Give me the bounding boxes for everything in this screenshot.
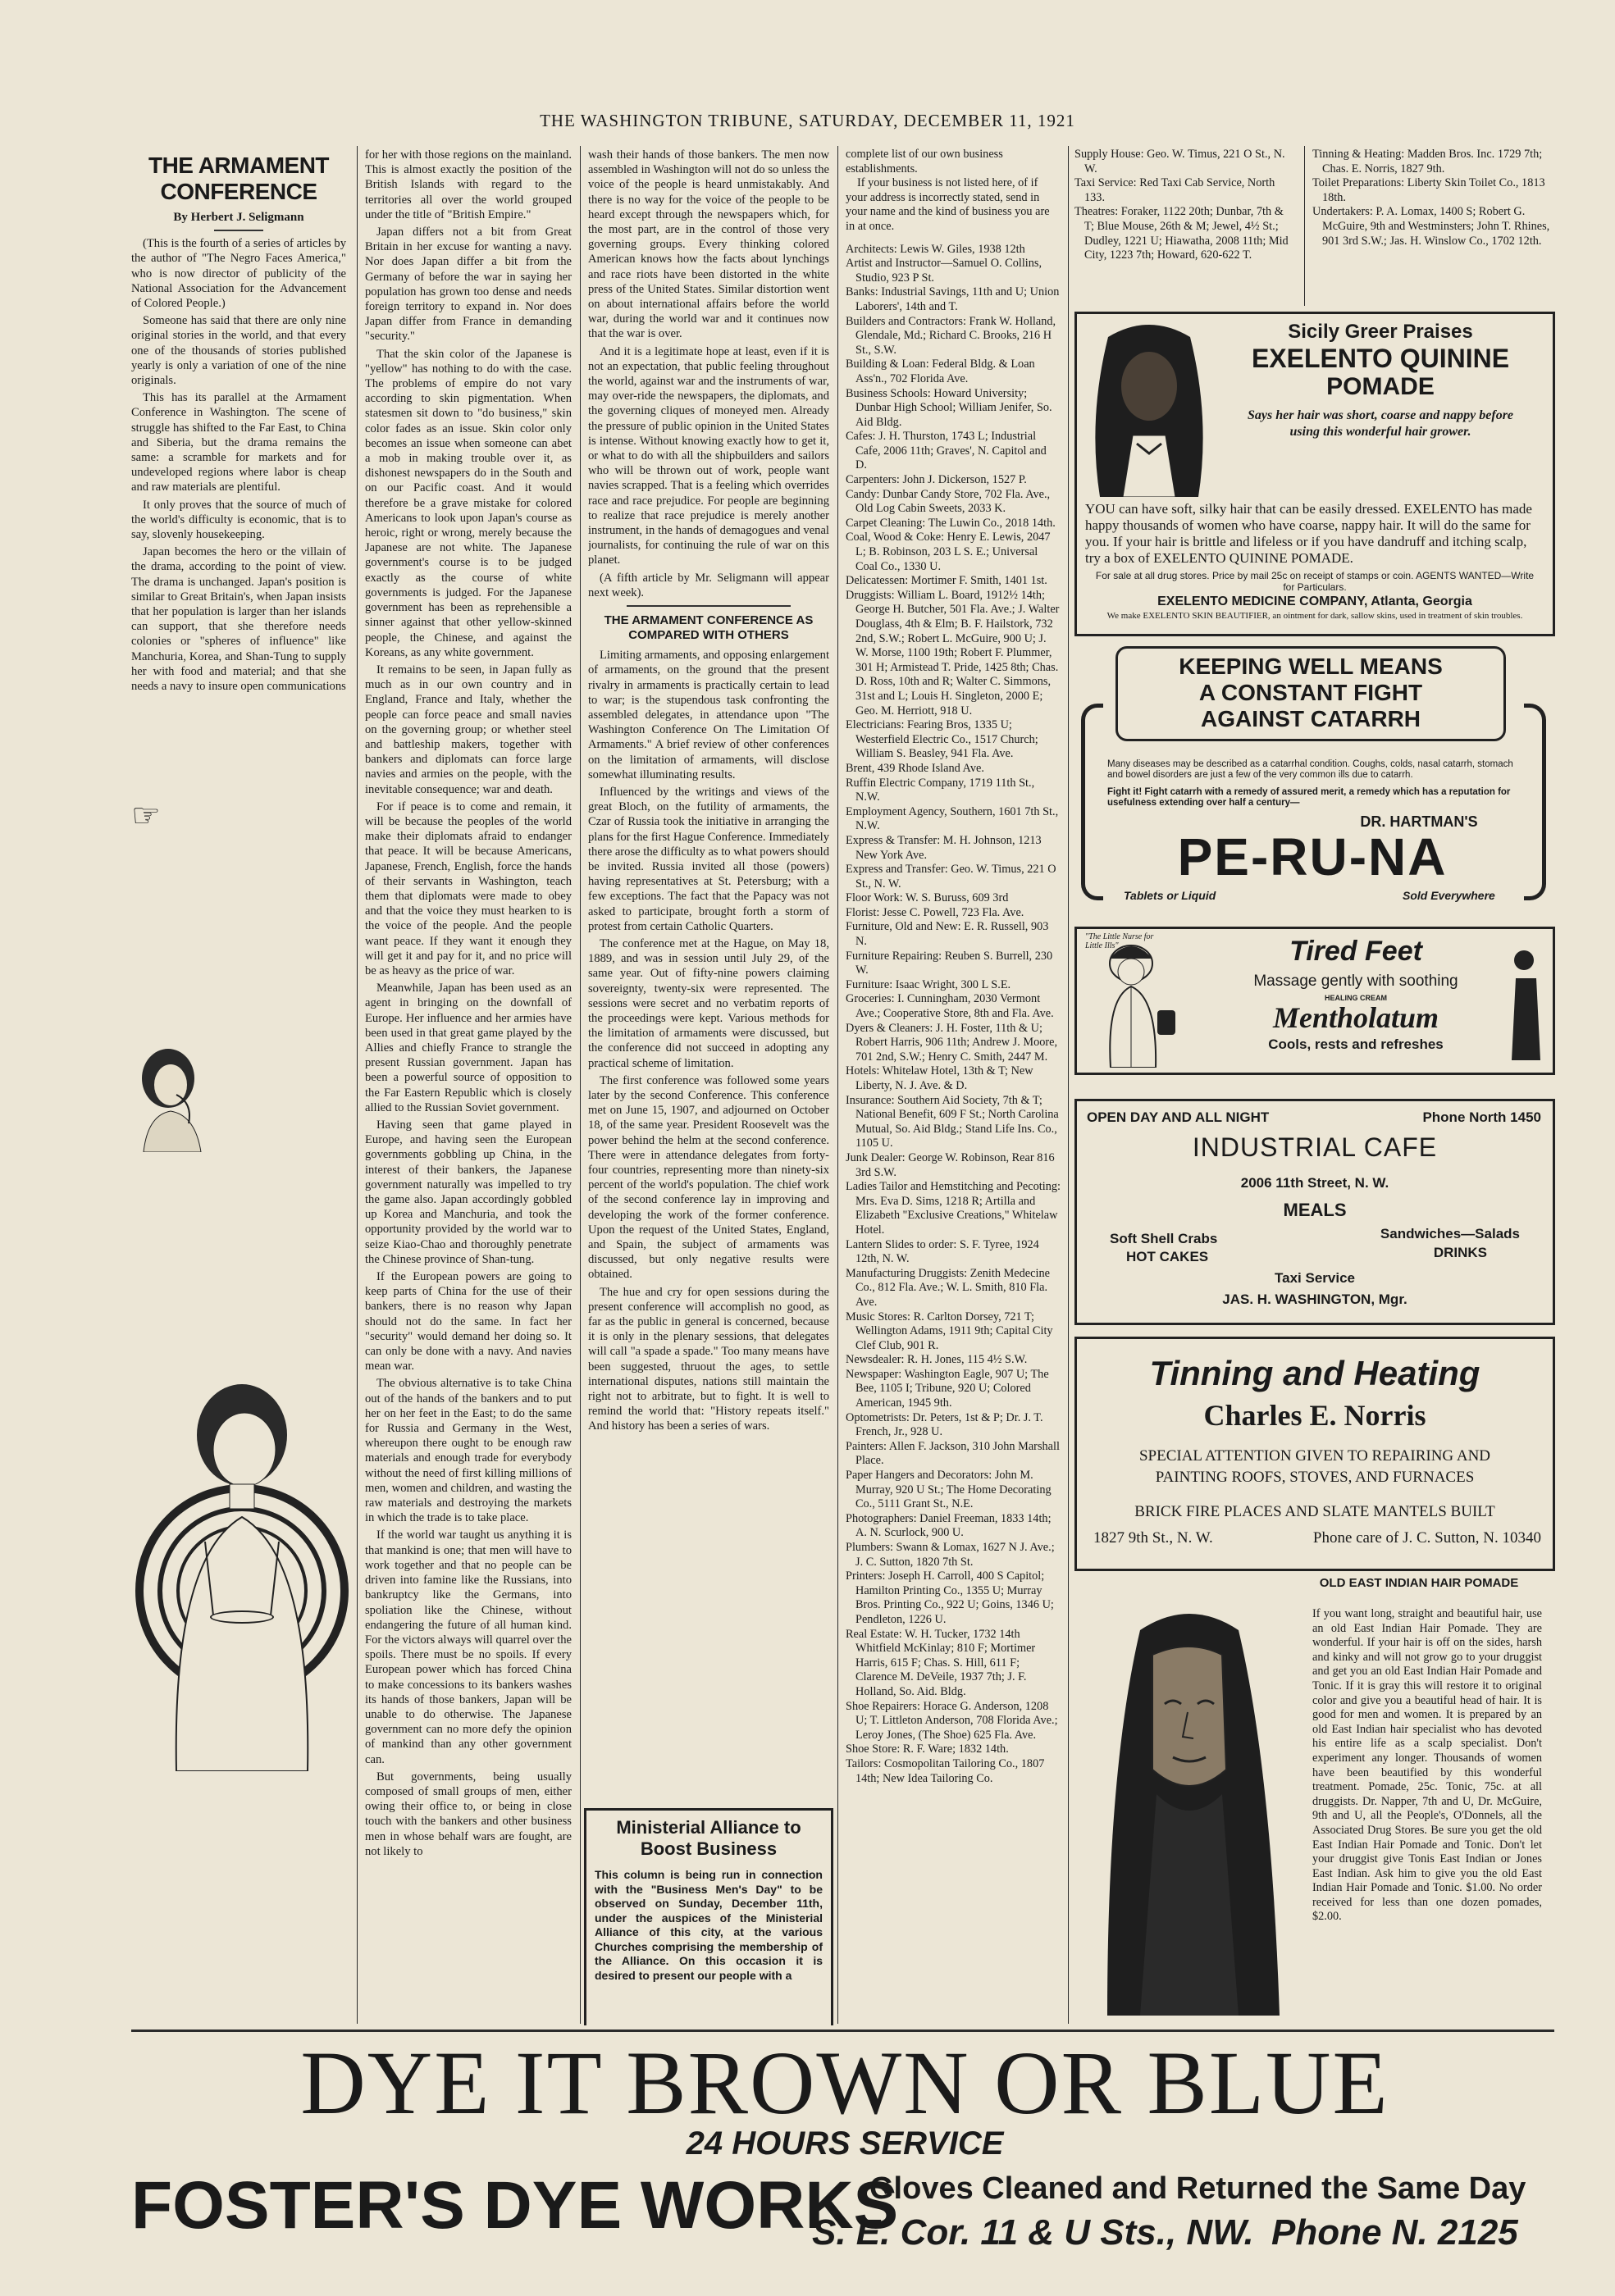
mentholatum-brand: Mentholatum [1272, 1001, 1439, 1034]
directory-entry: Photographers: Daniel Freeman, 1833 14th; A. N. Scurlock, 900 U. [846, 1511, 1052, 1540]
peruna-body: Fight it! Fight catarrh with a remedy of assured merit, a remedy which has a reputation for usefulness extending over half a century— [1107, 787, 1511, 808]
paragraph: That the skin color of the Japanese is "yellow" has nothing to do with the case. The problems of empire do not vary according to skin pigmentation. When statesmen sit down to "do business," skin color fades as an issue. Skin color only becomes an issue when someone can abet a mob in making trouble over it, as dishonest newspapers do in the South and on our Pacific coast. And it would therefore be a grave mistake for colored Americans to look upon Japan's course as heroic, right or wrong, merely because the Japanese are not white. The Japanese government's course is to be judged exactly as the course of white governments is judged. For the Japanese government has been as reprehensible a sinner against that other yellow-skinned people, the Chinese, and against the Koreans, as any white government. [365, 347, 572, 659]
circlet-brand-panel [131, 1607, 353, 1627]
peruna-bracket-left [1081, 704, 1103, 900]
tinning-title: Tinning and Heating [1149, 1354, 1480, 1392]
foster-address: S. E. Cor. 11 & U Sts., NW. [812, 2212, 1254, 2253]
mentholatum-tag: Cools, rests and refreshes [1268, 1036, 1444, 1052]
directory-entry: Artist and Instructor—Samuel O. Collins, Studio, 923 P St. [846, 257, 1042, 285]
ad-industrial-cafe [1074, 1099, 1555, 1325]
paragraph: The hue and cry for open sessions during the present conference will accomplish no good, as far as the public in general is concerned, because it is only in the plenary sessions, that delegates will call "a spade a spade." Too many means have been suggested, thruout the ages, to settle international disputes, nations still maintain the right not to arbitrate, but to fight. It is well to remind the world that: "History repeats itself." And history has been a series of wars. [588, 1285, 829, 1433]
mentholatum-nurse-caption: "The Little Nurse for Little Ills" [1085, 932, 1154, 950]
directory-entry: Druggists: William L. Board, 1912½ 14th; George H. Butcher, 501 Fla. Ave.; J. Walter Douglass, 4th & Elm; B. F. Hailstork, 732 2nd, S.W.; Robert L. McGuire, 900 U; J. W. Morse, 1100 19th; Robert F. Plummer, 301 H; Armistead T. Pride, 1425 8th; Chas. D. Ross, 10th and R; Walter C. Simmons, 31st and L; Louis H. Singleton, 2000 E; Geo. M. Herriott, 918 U. [846, 588, 1060, 718]
directory-entry: Undertakers: P. A. Lomax, 1400 S; Robert G. McGuire, 9th and Westminsters; John T. Rhines, 901 3rd S.W.; Jas. H. Winslow Co., 1702 12th. [1312, 205, 1550, 248]
paragraph: And it is a legitimate hope at least, even if it is not an expectation, that public feeling throughout the world, against war and the instruments of war, may over-ride the newspapers, the diplomats, and the governing cliques of moneyed men. Already the pressure of public opinion in the United States is intense. Without knowing exactly how to get it, or what to do with all the shipbuilders and sailors who will be thrown out of work, people want navies scrapped. That is a feeling which overrides race and race prejudice. For people are beginning to realize that race prejudice is merely another instrument, in the hands of demagogues and venal journalists, for continuing the rule of war on this planet. [588, 344, 829, 567]
peruna-body: Many diseases may be described as a catarrhal condition. Coughs, colds, nasal catarrh, stomach and bowel disorders are just a few of the very common ills due to catarrh. [1107, 759, 1513, 780]
circlet-illustration [131, 1345, 353, 1771]
directory-entry: Tinning & Heating: Madden Bros. Inc. 1729 7th; Chas. E. Norris, 1827 9th. [1312, 148, 1543, 175]
paragraph: It only proves that the source of much of the world's difficulty is economic, that is to say, slovenly housekeeping. [131, 498, 346, 542]
peruna-left-tag: Tablets or Liquid [1124, 889, 1216, 902]
foster-gloves: Gloves Cleaned and Returned the Same Day [869, 2171, 1526, 2206]
cafe-item: Sandwiches—Salads [1380, 1226, 1520, 1241]
woman-portrait-icon [1084, 321, 1215, 497]
directory-entry: Building & Loan: Federal Bldg. & Loan Ass'n., 702 Florida Ave. [846, 358, 1035, 385]
column-3 [588, 148, 829, 1771]
column-2 [365, 148, 572, 2025]
ad-mentholatum [1074, 927, 1555, 1075]
column-6-directory [1312, 148, 1550, 248]
cafe-hours: OPEN DAY AND ALL NIGHT [1087, 1109, 1270, 1125]
cafe-item: HOT CAKES [1126, 1249, 1209, 1264]
peruna-right-tag: Sold Everywhere [1403, 889, 1495, 902]
paragraph: Japan becomes the hero or the villain of the drama, according to the point of view. The drama is unchanged. Japan's position is similar to Great Britain's, when Japan insists that her population is larger than her islands can support, that she therefore needs colonies or "spheres of influence" like Manchuria, Korea, and Shan-Tung to supply her with food and material; and that she needs a navy to insure open communications [131, 545, 346, 694]
directory-entry: Ruffin Electric Company, 1719 11th St., N.W. [846, 776, 1035, 804]
exelento-foot: We make EXELENTO SKIN BEAUTIFIER, an ointment for dark, sallow skins, used in treatment of skin troubles. [1106, 611, 1523, 621]
directory-entry: Furniture: Isaac Wright, 300 L S.E. [846, 977, 1011, 991]
page-bottom-rule [131, 2029, 1554, 2032]
paragraph: Influenced by the writings and views of the great Bloch, on the futility of armaments, the Czar of Russia took the initiative in arranging the plans for the first Hague Conference. Immediately there arose the difficulty as to what powers should be invited. Russia invited all those (powers) having representatives at St. Petersburg; with a few exceptions. The fact that the Papacy was not asked to participate, brought forth a storm of protest from certain Catholic Quarters. [588, 785, 829, 933]
paragraph: Meanwhile, Japan has been used as an agent in bringing on the downfall of Europe. Her influence and her armies have been used in that great game played by the Allies and chiefly France to strangle the present Russian government. Japan has been a powerful source of opposition to the Far Eastern Republic which is closely allied to the Russian Soviet government. [365, 982, 572, 1114]
ad-exelento [1074, 312, 1555, 636]
directory-entry: Real Estate: W. H. Tucker, 1732 14th Whitfield McKinlay; 810 F; Mortimer Harris, 615 F; Chas. S. Hill, 611 F; Clarence M. DeVeile, 1937 7th; J. F. Holland, So. Aid. Bldg. [846, 1627, 1036, 1698]
peruna-headline: AGAINST CATARRH [1200, 706, 1421, 731]
paragraph: But governments, being usually composed of small groups of men, either owing their office to, or being in close touch with the bankers and other business men in whose behalf wars are fought, are not likely to [365, 1770, 572, 1858]
silhouette-icon [1499, 945, 1547, 1060]
column-4-directory [846, 148, 1061, 2025]
tinning-address: 1827 9th St., N. W. [1093, 1529, 1213, 1547]
foster-phone: Phone N. 2125 [1271, 2212, 1518, 2253]
subarticle-title: THE ARMAMENT CONFERENCE AS COMPARED WITH OTHERS [604, 613, 814, 643]
exelento-small: For sale at all drug stores. Price by mail 25c on receipt of stamps or coin. AGENTS WANTED—Write for Particulars. [1095, 570, 1535, 593]
paragraph: (A fifth article by Mr. Seligmann will appear next week). [588, 571, 829, 599]
paragraph: This has its parallel at the Armament Conference in Washington. The scene of struggle has shifted to the Far East, to China and Siberia, but the drama remains the same: a scramble for markets and for undeveloped regions where labor is cheap and raw materials are plentiful. [131, 391, 346, 494]
directory-entry: Coal, Wood & Coke: Henry E. Lewis, 2047 L; B. Robinson, 203 L S. E.; Universal Coal Co., 1330 U. [846, 531, 1051, 573]
foster-service: 24 HOURS SERVICE [686, 2125, 1004, 2162]
woman-portrait-icon [131, 1046, 209, 1152]
cafe-item: Soft Shell Crabs [1110, 1231, 1218, 1246]
tinning-line: PAINTING ROOFS, STOVES, AND FURNACES [1155, 1469, 1475, 1486]
paragraph: Someone has said that there are only nine original stories in the world, and that every one of the thousands of stories published yearly is only a variation of one of the nine originals. [131, 314, 346, 388]
paragraph: For if peace is to come and remain, it will be because the peoples of the world make their diplomats afraid to endanger that peace. It will be because Americans, Japanese, French, English, force the hands of their servants in Washington, teach them that diplomats were made to obey and that the voice they must hearken to is the voice of the people. And the people want peace. If they want it enough they will get it and pay for it, and no price will be as heavy as the price of war. [365, 800, 572, 977]
exelento-headline [1216, 321, 1544, 440]
mentholatum-title: Tired Feet [1289, 936, 1422, 967]
cafe-item: DRINKS [1433, 1245, 1487, 1260]
directory-entry: Architects: Lewis W. Giles, 1938 12th [846, 242, 1025, 256]
cafe-address: 2006 11th Street, N. W. [1240, 1175, 1389, 1191]
directory-entry: Delicatessen: Mortimer F. Smith, 1401 1st. [846, 574, 1047, 588]
cafe-manager: JAS. H. WASHINGTON, Mgr. [1222, 1292, 1407, 1307]
ad-tinning-heating [1074, 1337, 1555, 1571]
mentholatum-text [1208, 936, 1503, 1053]
directory-entry: Toilet Preparations: Liberty Skin Toilet Co., 1813 18th. [1312, 176, 1545, 204]
directory-entry: Music Stores: R. Carlton Dorsey, 721 T; Wellington Adams, 1911 9th; Capital City Clef Club, 901 R. [846, 1310, 1053, 1352]
directory-entry: Furniture Repairing: Reuben S. Burrell, 230 W. [846, 949, 1053, 977]
tinning-phone: Phone care of J. C. Sutton, N. 10340 [1312, 1529, 1541, 1547]
cafe-name: INDUSTRIAL CAFE [1192, 1132, 1438, 1162]
column-rule [357, 146, 358, 2024]
directory-entry: Shoe Store: R. F. Ware; 1832 14th. [846, 1742, 1009, 1756]
cafe-phone: Phone North 1450 [1422, 1109, 1541, 1125]
directory-entry: Supply House: Geo. W. Timus, 221 O St., N. W. [1074, 148, 1285, 175]
directory-entry: Hotels: Whitelaw Hotel, 13th & T; New Liberty, N. J. Ave. & D. [846, 1064, 1033, 1092]
directory-entry: Plumbers: Swann & Lomax, 1627 N J. Ave.; J. C. Sutton, 1820 7th St. [846, 1541, 1055, 1569]
peruna-headline: A CONSTANT FIGHT [1198, 680, 1423, 705]
foster-headline: DYE IT BROWN OR BLUE [300, 2033, 1389, 2133]
pomade-title: OLD EAST INDIAN HAIR POMADE [1319, 1576, 1519, 1590]
directory-entry: Insurance: Southern Aid Society, 7th & T; National Benefit, 609 F St.; North Carolina Mutual, So. Aid Bldg.; Stand Life Ins. Co., 1105 U. [846, 1093, 1059, 1150]
ministerial-alliance-box [584, 1808, 833, 2025]
directory-entry: Candy: Dunbar Candy Store, 702 Fla. Ave., Old Log Cabin Sweets, 2033 K. [846, 487, 1051, 516]
ad-east-indian-pomade [1074, 1573, 1550, 2025]
directory-entry: Painters: Allen F. Jackson, 310 John Marshall Place. [846, 1439, 1060, 1468]
paragraph: Having seen that game played in Europe, and having seen the European governments gobbling up China, in the interest of their bankers, the Japanese government naturally was impelled to try the game also. Japan accordingly gobbled up Korea and Manchuria, and took the opportunity provided by the world war to seize Kiao-Chao and thoroughly penetrate the Chinese province of Shan-tung. [365, 1118, 572, 1266]
peruna-headline-box [1115, 646, 1506, 741]
pointing-hand-icon: ☞ [131, 800, 161, 834]
directory-entry: Optometrists: Dr. Peters, 1st & P; Dr. J. T. French, Jr., 928 U. [846, 1410, 1043, 1439]
directory-entry: Builders and Contractors: Frank W. Holland, Glendale, Md.; Richard C. Brooks, 216 H St., S.W. [846, 314, 1056, 357]
tinning-name: Charles E. Norris [1203, 1399, 1426, 1432]
circlet-badge [210, 1610, 274, 1624]
paragraph: for her with those regions on the mainland. This is almost exactly the position of the British Islands with regard to the territories all over the world grouped under the title of "British Empire." [365, 148, 572, 221]
nurse-illustration [1082, 932, 1205, 1068]
directory-entry: Brent, 439 Rhode Island Ave. [846, 761, 984, 775]
exelento-line: EXELENTO QUININE [1251, 344, 1510, 373]
paragraph: If the world war taught us anything it is that mankind is one; that men will have to work together and that no people can be driven into famine like the Russians, into bankruptcy like the Germans, into spoliation like the Chinese, without endangering the future of all human kind. For the victors always will quarrel over the spoils. There must be no spoils. If every European power which has forced China to make concessions to its bankers washes its hands of those bankers, Japan will be unable to do otherwise. The Japanese government can no more defy the opinion of mankind than any other government can. [365, 1528, 572, 1766]
foster-name: FOSTER'S DYE WORKS [131, 2168, 899, 2243]
directory-entry: Floor Work: W. S. Buruss, 609 3rd [846, 891, 1009, 905]
directory-entry: Shoe Repairers: Horace G. Anderson, 1208 U; T. Littleton Anderson, 708 Florida Ave.; Leroy Jones, (The Shoe) 625 Fla. Ave. [846, 1699, 1058, 1742]
ad-fosters-dye-works [131, 2034, 1558, 2288]
directory-entry: Carpet Cleaning: The Luwin Co., 2018 14th. [846, 516, 1056, 530]
peruna-brand: PE-RU-NA [1177, 827, 1448, 886]
cafe-meals: MEALS [1283, 1200, 1347, 1220]
paragraph: (This is the fourth of a series of articles by the author of "The Negro Faces America," who is now director of publicity of the National Association for the Advancement of Colored People.) [131, 237, 346, 311]
column-rule [580, 146, 581, 2024]
column-rule [837, 146, 838, 2024]
directory-entry: Lantern Slides to order: S. F. Tyree, 1924 12th, N. W. [846, 1237, 1039, 1266]
directory-entry: Dyers & Cleaners: J. H. Foster, 11th & U; Robert Harris, 906 11th; Andrew J. Moore, 701 2nd, S.W.; Henry C. Smith, 2447 M. [846, 1021, 1058, 1064]
tinning-line: SPECIAL ATTENTION GIVEN TO REPAIRING AND [1138, 1447, 1491, 1465]
directory-entry: Taxi Service: Red Taxi Cab Service, North 133. [1074, 176, 1275, 204]
directory-entry: Furniture, Old and New: E. R. Russell, 903 N. [846, 920, 1049, 949]
woman-long-hair-illustration [1074, 1606, 1304, 2024]
ad-circlet [131, 1345, 353, 2025]
directory-entry: Junk Dealer: George W. Robinson, Rear 816 3rd S.W. [846, 1150, 1055, 1179]
peruna-brand-small: DR. HARTMAN'S [1360, 813, 1478, 830]
directory-entry: Business Schools: Howard University; Dunbar High School; William Jenifer, So. Aid Bldg. [846, 386, 1052, 429]
mentholatum-badge: HEALING CREAM [1325, 994, 1387, 1002]
paragraph: The obvious alternative is to take China out of the hands of the bankers and to put her on her feet in the East; to do the same for Russia and Germany in the West, whereupon there ought to be enough raw materials and enough trade for everybody without the need of first killing millions of men, women and children, and wasting the raw materials and destroying the markets in which the trade is to take place. [365, 1377, 572, 1525]
ad-osman [131, 800, 353, 1070]
paragraph: The conference met at the Hague, on May 18, 1889, and was in session until July 29, of the same year. Out of fifty-nine powers claiming sovereignty, twenty-six were represented. The sessions were secret and no verbatim reports of the proceedings were kept. Various methods for the limitation of armaments were discussed, but the conference did not succeed in adopting any practical scheme of limitation. [588, 936, 829, 1070]
masthead: THE WASHINGTON TRIBUNE, SATURDAY, DECEMBER 11, 1921 [540, 111, 1075, 130]
directory-entry: Express and Transfer: Geo. W. Timus, 221 O St., N. W. [846, 863, 1056, 891]
article-byline: By Herbert J. Seligmann [173, 211, 304, 224]
directory-entry: Florist: Jesse C. Powell, 723 Fla. Ave. [846, 905, 1024, 919]
paragraph: It remains to be seen, in Japan fully as much as in our own country and in England, France and Italy, whether the people can force peace and small navies on the governing group; or whether steel and battleship makers, together with bankers and diplomats can force large navies and armies on the people, with the inevitable consequence; war and death. [365, 663, 572, 796]
paragraph: Japan differs not a bit from Great Britain in her excuse for wanting a navy. Nor does Japan differ a bit from the Germany of before the war in saying her population has grown too dense and needs foreign territory to expand in. Nor does Japan differ from France in demanding "security." [365, 226, 572, 344]
directory-list [846, 243, 1061, 1787]
directory-entry: Electricians: Fearing Bros, 1335 U; Westerfield Electric Co., 1517 Church; William S. Beasley, 941 Fla. Ave. [846, 718, 1038, 761]
directory-entry: Manufacturing Druggists: Zenith Medecine Co., 812 Fla. Ave.; W. L. Smith, 810 Fla. Ave. [846, 1266, 1050, 1309]
directory-entry: Ladies Tailor and Hemstitching and Pecoting: Mrs. Eva D. Sims, 1218 R; Artilla and Elizabeth "Exclusive Creations," Whitelaw Hotel. [846, 1180, 1061, 1237]
column-rule [1304, 146, 1305, 306]
column-rule [1068, 146, 1069, 2024]
ad-dr-miles [131, 1046, 353, 1341]
exelento-company: EXELENTO MEDICINE COMPANY, Atlanta, Georgia [1157, 594, 1472, 608]
column-5-directory [1074, 148, 1294, 263]
intro: If your business is not listed here, of if your address is incorrectly stated, send in your name and the kind of business you are in at once. [846, 176, 1050, 233]
exelento-line: POMADE [1326, 373, 1435, 400]
paragraph: If the European powers are going to keep parts of China for the use of their bankers, there is no reason why Japan should not do the same. In fact her "security" would demand her doing so. It can only be done with a navy. And navies mean war. [365, 1270, 572, 1374]
box-body: This column is being run in connection with the "Business Men's Day" to be observed on Sunday, December 11th, under the auspices of the Ministerial Alliance of this city, at the various Churches comprising the membership of the Alliance. On this occasion it is desired to present our people with a [595, 1868, 823, 1982]
directory-entry: Express & Transfer: M. H. Johnson, 1213 New York Ave. [846, 833, 1042, 862]
directory-entry: Carpenters: John J. Dickerson, 1527 P. [846, 473, 1027, 487]
mentholatum-sub: Massage gently with soothing [1253, 973, 1458, 990]
directory-entry: Cafes: J. H. Thurston, 1743 L; Industrial Cafe, 2006 11th; Graves', N. Capitol and D. [846, 430, 1047, 472]
directory-entry: Printers: Joseph H. Carroll, 400 S Capitol; Hamilton Printing Co., 1355 U; Murray Bros. Printing Co., 922 U; Goins, 1346 U; Pendleton, 1226 U. [846, 1569, 1054, 1626]
ad-peruna [1074, 638, 1550, 917]
exelento-body: YOU can have soft, silky hair that can be easily dressed. EXELENTO has made happy thousands of women who have coarse, nappy hair. It will do the same for you. If your hair is brittle and lifeless or if you have dandruff and itching scalp, try a box of EXELENTO QUININE POMADE. [1085, 501, 1532, 566]
directory-entry: Paper Hangers and Decorators: John M. Murray, 920 U St.; The Home Decorating Co., 5111 Grant St., N.E. [846, 1469, 1052, 1511]
peruna-bracket-right [1524, 704, 1546, 900]
directory-entry: Banks: Industrial Savings, 11th and U; Union Laborers', 14th and T. [846, 285, 1060, 313]
directory-entry: Groceries: I. Cunningham, 2030 Vermont Ave.; Cooperative Store, 8th and Fla. Ave. [846, 992, 1054, 1021]
cafe-taxi: Taxi Service [1275, 1270, 1355, 1286]
directory-entry: Employment Agency, Southern, 1601 7th St., N.W. [846, 804, 1059, 833]
peruna-headline: KEEPING WELL MEANS [1179, 654, 1443, 679]
box-title: Ministerial Alliance to Boost Business [616, 1817, 801, 1859]
directory-entry: Tailors: Cosmopolitan Tailoring Co., 1807 14th; New Idea Tailoring Co. [846, 1756, 1045, 1785]
intro: complete list of our own business establishments. [846, 148, 1003, 175]
directory-entry: Newsdealer: R. H. Jones, 115 4½ S.W. [846, 1353, 1028, 1367]
exelento-line: Sicily Greer Praises [1288, 321, 1473, 343]
pomade-body: If you want long, straight and beautiful hair, use an old East Indian Hair Pomade. They are wonderful. If your hair is off on the sides, harsh and kinky and will not grow go to your druggist and get you an old East Indian Hair Pomade and Tonic. If it is gray this will restore it to original color and give you a beautiful head of hair. It is good for men and women. It is prepared by an old East Indian hair specialist who has devoted his entire life as a scalp specialist. Don't experiment any longer. Thousands of women have been beautified by this wonderful treatment. Pomade, 25c. Tonic, 75c. at all druggists. Dr. Napper, 7th and U, Dr. McGuire, 9th and U, all the People's, O'Donnels, all the Associated Drug Stores. Be sure you get the old East Indian Hair Pomade and Tonic. Don't let your druggist give Tonis East Indian or Jones East Indian. Ask him to give you the old East Indian Hair Pomade and Tonic. $1.00. No order received for less than one dozen pomades, $2.00. [1312, 1607, 1542, 1924]
directory-entry: Theatres: Foraker, 1122 20th; Dunbar, 7th & T; Blue Mouse, 26th & M; Jewel, 4½ St.; Dudley, 1221 U; Hiawatha, 2008 11th; Mid City, 1223 7th; Howard, 620-622 T. [1074, 205, 1289, 262]
divider [214, 230, 263, 231]
article-title: THE ARMAMENT CONFERENCE [148, 153, 330, 204]
tinning-line: BRICK FIRE PLACES AND SLATE MANTELS BUILT [1134, 1503, 1495, 1520]
directory-entry: Newspaper: Washington Eagle, 907 U; The Bee, 1105 I; Tribune, 920 U; Colored American, 1945 9th. [846, 1367, 1049, 1410]
paragraph: wash their hands of those bankers. The men now assembled in Washington will not do so unless the voice of the people is heard unmistakably. And there is no way for the voice of the people to be heard except through the newspapers which, for the most part, are in the control of those very governing groups. Every thinking colored American knows how the facts about lynchings and race riots have been distorted in the white press of the United States. Similar distortion went on about international affairs before the world war, during the world war and it continues now that the war is over. [588, 148, 829, 341]
exelento-line: Says her hair was short, coarse and nappy before using this wonderful hair grower. [1247, 408, 1514, 439]
paragraph: The first conference was followed some years later by the second Conference. This conference met on June 15, 1907, and adjourned on October 18, of the same year. President Roosevelt was the power behind the helm at the second conference. There were in attendance delegates from forty-four countries, representing more than ninety-six percent of the world's population. The chief work of the second conference lay in improving and developing the work of the former conference. Upon the request of the United States, England, and Spain, the subject of armaments was discussed, but only negative results were obtained. [588, 1073, 829, 1282]
divider [627, 605, 791, 607]
paragraph: Limiting armaments, and opposing enlargement of armaments, on the ground that the present rivalry in armaments is practically certain to lead to war; is the stupendous task confronting the assembled delegates, in attendance upon "The Washington Conference On The Limitation Of Armaments." A brief review of other conferences on the limitation of armaments, will disclose somewhat illuminating results. [588, 649, 829, 781]
